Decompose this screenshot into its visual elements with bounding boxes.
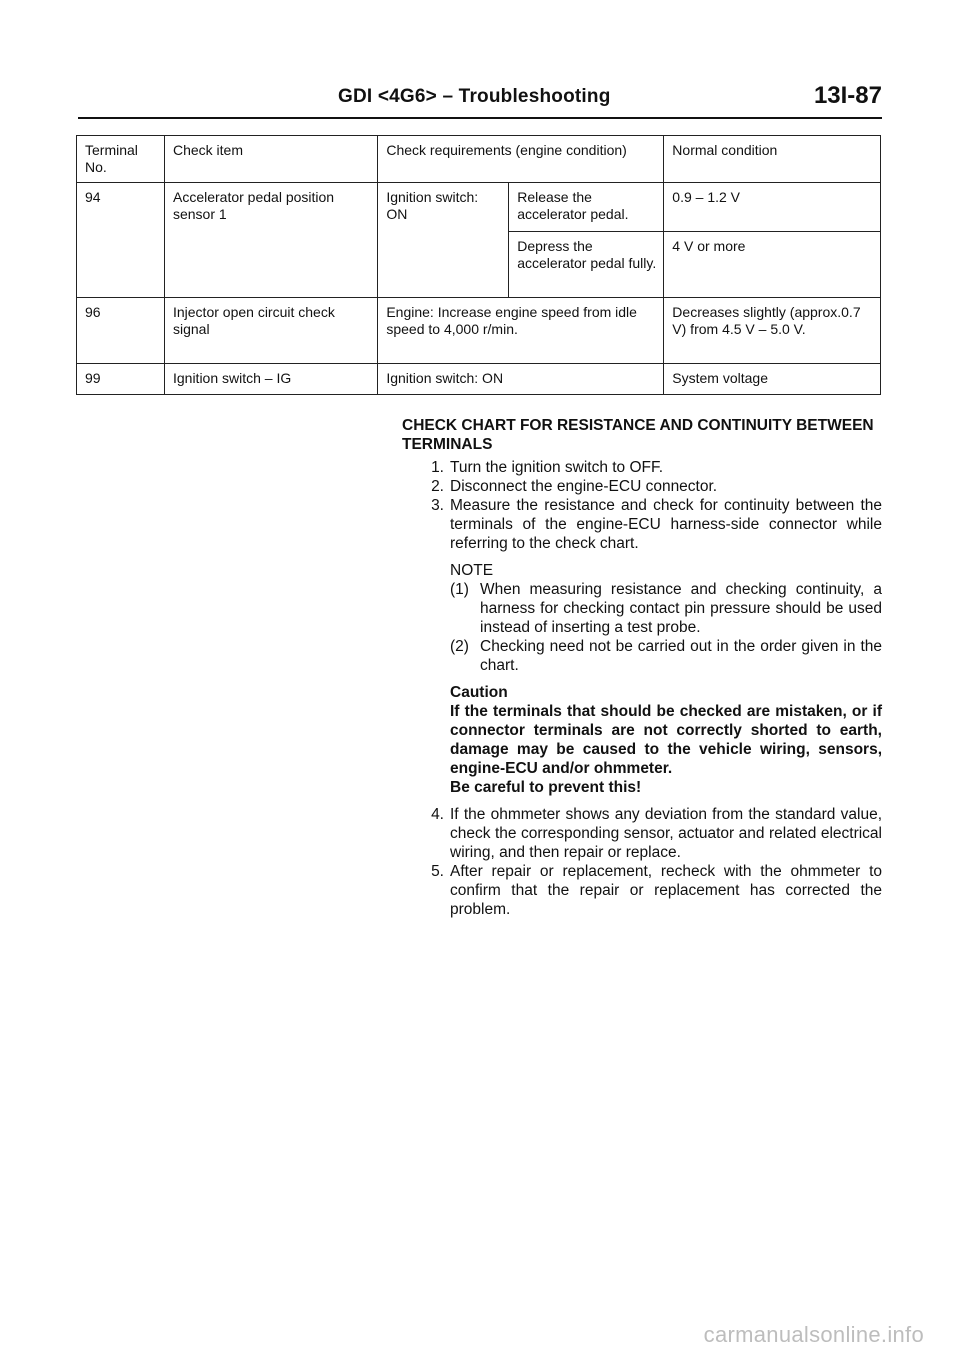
page-header [78, 82, 882, 116]
table-row [77, 298, 881, 364]
caution-extra: Be careful to prevent this! [450, 779, 642, 796]
note-block [450, 561, 882, 675]
header-normal-condition: Normal condition [664, 136, 881, 183]
header-check-item: Check item [164, 136, 377, 183]
watermark: carmanualsonline.info [703, 1322, 924, 1347]
cell-check-item: Accelerator pedal position sensor 1 [164, 183, 377, 298]
step-text: Measure the resistance and check for continuity between the terminals of the engine-ECU harness-side connector while referring to the check chart. [450, 497, 882, 552]
cell-requirement: Engine: Increase engine speed from idle speed to 4,000 r/min. [378, 298, 664, 364]
note-item [450, 637, 882, 675]
procedure-step [402, 805, 882, 862]
table-row [77, 364, 881, 395]
page-number: 13I-87 [813, 82, 882, 109]
procedure-step [402, 862, 882, 919]
cell-check-item: Ignition switch – IG [164, 364, 377, 395]
cell-terminal: 99 [77, 364, 165, 395]
cell-terminal: 96 [77, 298, 165, 364]
caution-title: Caution [450, 684, 508, 701]
cell-requirement-detail: Depress the accelerator pedal fully. [509, 232, 664, 298]
cell-requirement-detail: Release the accelerator pedal. [509, 183, 664, 232]
procedure-step [402, 496, 882, 553]
note-text: Checking need not be carried out in the order given in the chart. [480, 638, 882, 674]
step-text: After repair or replacement, recheck with the ohmmeter to confirm that the repair or replacement has corrected the problem. [450, 863, 882, 918]
step-text: Disconnect the engine-ECU connector. [450, 478, 718, 495]
header-terminal: Terminal No. [77, 136, 165, 183]
table-row [77, 183, 881, 232]
caution-text: If the terminals that should be checked are mistaken, or if connector terminals are not correctly shorted to earth, damage may be caused to the vehicle wiring, sensors, engine-ECU and/or ohmmeter. [450, 703, 882, 777]
caution-block [450, 683, 882, 797]
note-number: (2) [450, 638, 469, 655]
cell-requirement: Ignition switch: ON [378, 183, 509, 298]
note-item [450, 580, 882, 637]
procedure-step [402, 477, 882, 496]
cell-normal-condition: 0.9 – 1.2 V [664, 183, 881, 232]
section-heading: CHECK CHART FOR RESISTANCE AND CONTINUITY BETWEEN TERMINALS [402, 417, 874, 453]
step-number: 5. [431, 863, 444, 880]
step-number: 1. [431, 459, 444, 476]
cell-normal-condition: Decreases slightly (approx.0.7 V) from 4.5 V – 5.0 V. [664, 298, 881, 364]
cell-check-item: Injector open circuit check signal [164, 298, 377, 364]
cell-terminal: 94 [77, 183, 165, 298]
step-text: If the ohmmeter shows any deviation from the standard value, check the corresponding sensor, actuator and related electrical wiring, and then repair or replace. [450, 806, 882, 861]
note-number: (1) [450, 581, 469, 598]
note-title: NOTE [450, 562, 494, 579]
header-requirements: Check requirements (engine condition) [378, 136, 664, 183]
table-header-row [77, 136, 881, 183]
header-divider [78, 117, 882, 119]
step-number: 4. [431, 806, 444, 823]
step-number: 2. [431, 478, 444, 495]
cell-normal-condition: System voltage [664, 364, 881, 395]
step-number: 3. [431, 497, 444, 514]
terminal-check-table [76, 135, 881, 395]
page-title: GDI <4G6> – Troubleshooting [338, 86, 611, 107]
procedure-section [402, 416, 882, 919]
procedure-step [402, 458, 882, 477]
cell-requirement: Ignition switch: ON [378, 364, 664, 395]
step-text: Turn the ignition switch to OFF. [450, 459, 664, 476]
note-text: When measuring resistance and checking continuity, a harness for checking contact pin pressure should be used instead of inserting a test probe. [480, 581, 882, 636]
cell-normal-condition: 4 V or more [664, 232, 881, 298]
